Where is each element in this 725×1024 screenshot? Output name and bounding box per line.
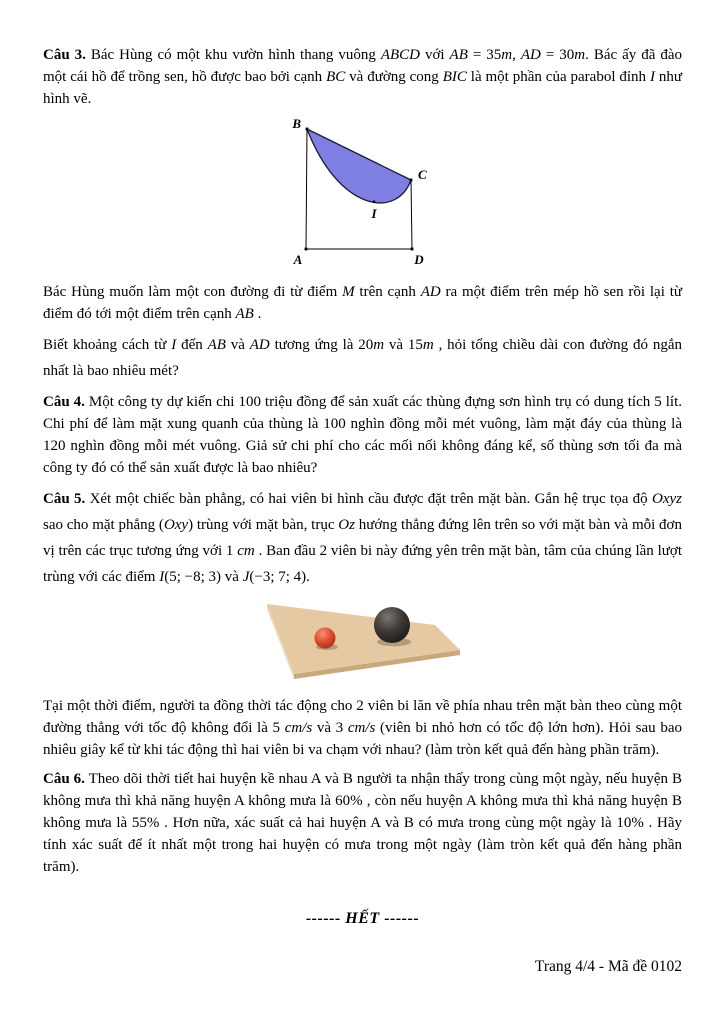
vertex-dot-I (372, 201, 374, 203)
text-segment: (viên bi nhỏ hơn có tốc độ lớn hơn). Hỏi sau bao nhiêu giây kể từ khi tác động thì hai viên bi va chạm với nhau? (làm tròn kết quả đến hàng phần trăm). (43, 720, 682, 758)
balls-table-drawing (260, 597, 466, 689)
vertex-dot-A (304, 248, 307, 251)
text-segment: với (419, 47, 450, 63)
text-segment: J (242, 569, 250, 585)
vertex-dot-D (410, 248, 413, 251)
figure-trapezoid-pond (43, 117, 682, 269)
label-D: D (413, 252, 424, 267)
text-segment: m (501, 47, 513, 63)
text-segment: cm/s (347, 720, 376, 736)
page-footer: Trang 4/4 - Mã đề 0102 (534, 958, 682, 975)
label-I: I (370, 206, 377, 221)
question-5-setup-text (43, 486, 682, 590)
text-segment: cm (237, 543, 255, 559)
end-marker: ------ HẾT ------ (305, 910, 420, 927)
text-segment: m (422, 337, 434, 353)
text-segment: và (225, 337, 250, 353)
text-segment: ABCD (380, 47, 420, 63)
text-segment: cm/s (284, 720, 313, 736)
text-segment: và đường cong (345, 69, 443, 85)
text-segment: I (649, 69, 655, 85)
vertex-dot-C (409, 179, 412, 182)
text-segment: m (373, 337, 385, 353)
pond-region (307, 129, 411, 203)
text-segment: AB (449, 47, 468, 63)
text-segment: Câu 5. (43, 491, 86, 507)
text-segment: Câu 6. (43, 771, 85, 787)
text-segment: , (512, 47, 521, 63)
question-4-text (43, 391, 682, 479)
text-segment: m (574, 47, 586, 63)
text-segment: và 3 (312, 720, 348, 736)
text-segment: (−3; 7; 4). (249, 569, 310, 585)
text-segment: Oxy (163, 517, 189, 533)
text-segment: . (253, 306, 262, 322)
text-segment: Oz (338, 517, 355, 533)
question-3-distance-text (43, 332, 682, 384)
black-ball (374, 607, 410, 643)
text-segment: AD (520, 47, 541, 63)
text-segment: tương ứng là 20 (269, 337, 374, 353)
text-segment: hướng thẳng đứng lên trên so với mặt bàn và mỗi đơn vị trên các trục tương ứng với 1 (43, 517, 682, 559)
text-segment: Một công ty dự kiến chi 100 triệu đồng để sản xuất các thùng đựng sơn hình trụ có dung tích 5 lít. Chi phí để làm mặt xung quanh của thùng là 100 nghìn đồng mỗi mét vuông, làm mặt đáy của thùng là 120 nghìn đồng mỗi mét vuông. Giả sử chi phí cho các mối nối không đáng kể, số thùng sơn tối đa mà công ty đó có thể sản xuất được là bao nhiêu? (43, 394, 682, 476)
text-segment: (5; −8; 3) và (164, 569, 243, 585)
label-B: B (291, 117, 301, 131)
text-segment: AD (249, 337, 270, 353)
text-segment: là một phần của parabol đỉnh (466, 69, 650, 85)
red-ball (314, 628, 335, 649)
table-top (267, 604, 460, 674)
side-AB (306, 129, 307, 249)
text-segment: M (342, 284, 355, 300)
figure-balls-on-table (43, 597, 682, 689)
label-C: C (417, 167, 427, 182)
question-3-path-text (43, 281, 682, 325)
text-segment: Tại một thời điểm, người ta đồng thời tác động cho 2 viên bi lăn về phía nhau trên mặt bàn theo cùng một đường thẳng với tốc độ không đổi là 5 (43, 698, 682, 736)
text-segment: Theo dõi thời tiết hai huyện kề nhau A và B người ta nhận thấy trong cùng một ngày, nếu huyện B không mưa thì khả năng huyện A không mưa là 60% , còn nếu huyện A không mưa thì khả năng huyện B không mưa là 55% . Hơn nữa, xác suất cả hai huyện A và B có mưa trong cùng một ngày là 10% . Hãy tính xác suất để ít nhất một trong hai huyện có mưa trong một ngày (làm tròn kết quả đến hàng phần trăm). (43, 771, 682, 875)
text-segment: = 30 (540, 47, 575, 63)
text-segment: I (159, 569, 165, 585)
text-segment: Câu 3. (43, 47, 86, 63)
text-segment: = 35 (467, 47, 502, 63)
text-segment: AB (235, 306, 254, 322)
question-5-collision-text (43, 695, 682, 761)
text-segment: trên cạnh (354, 284, 421, 300)
text-segment: và 15 (384, 337, 423, 353)
vertex-dot-B (305, 128, 308, 131)
text-segment: Biết khoảng cách từ (43, 337, 172, 353)
text-segment: ra một điểm trên mép hồ sen rồi lại từ điểm đó tới một điểm trên cạnh (43, 284, 683, 322)
question-3-intro (43, 44, 682, 110)
text-segment: Xét một chiếc bàn phẳng, có hai viên bi hình cầu được đặt trên mặt bàn. Gắn hệ trục tọa độ (85, 491, 652, 507)
text-segment: BC (326, 69, 346, 85)
text-segment: ) trùng với mặt bàn, trục (188, 517, 339, 533)
text-segment: . Ban đầu 2 viên bi này đứng yên trên mặt bàn, tâm của chúng lần lượt trùng với các điểm (43, 543, 682, 585)
text-segment: BIC (442, 69, 467, 85)
text-segment: sao cho mặt phẳng ( (43, 517, 164, 533)
question-6-text (43, 768, 682, 878)
text-segment: . Bác ấy đã đào một cái hồ để trồng sen, hồ được bao bởi cạnh (43, 47, 683, 85)
text-segment: Bác Hùng muốn làm một con đường đi từ điểm (43, 284, 343, 300)
text-segment: đến (176, 337, 208, 353)
text-segment: AD (420, 284, 441, 300)
text-segment: Oxyz (652, 491, 682, 507)
text-segment: như hình vẽ. (43, 69, 682, 107)
side-DC (411, 180, 412, 249)
text-segment: , hỏi tổng chiều dài con đường đó ngắn nhất là bao nhiêu mét? (43, 337, 682, 379)
text-segment: Bác Hùng có một khu vườn hình thang vuông (85, 47, 381, 63)
text-segment: I (171, 337, 177, 353)
trapezoid-pond-drawing (279, 117, 447, 269)
text-segment: Câu 4. (43, 394, 85, 410)
text-segment: AB (207, 337, 226, 353)
label-A: A (293, 252, 302, 267)
